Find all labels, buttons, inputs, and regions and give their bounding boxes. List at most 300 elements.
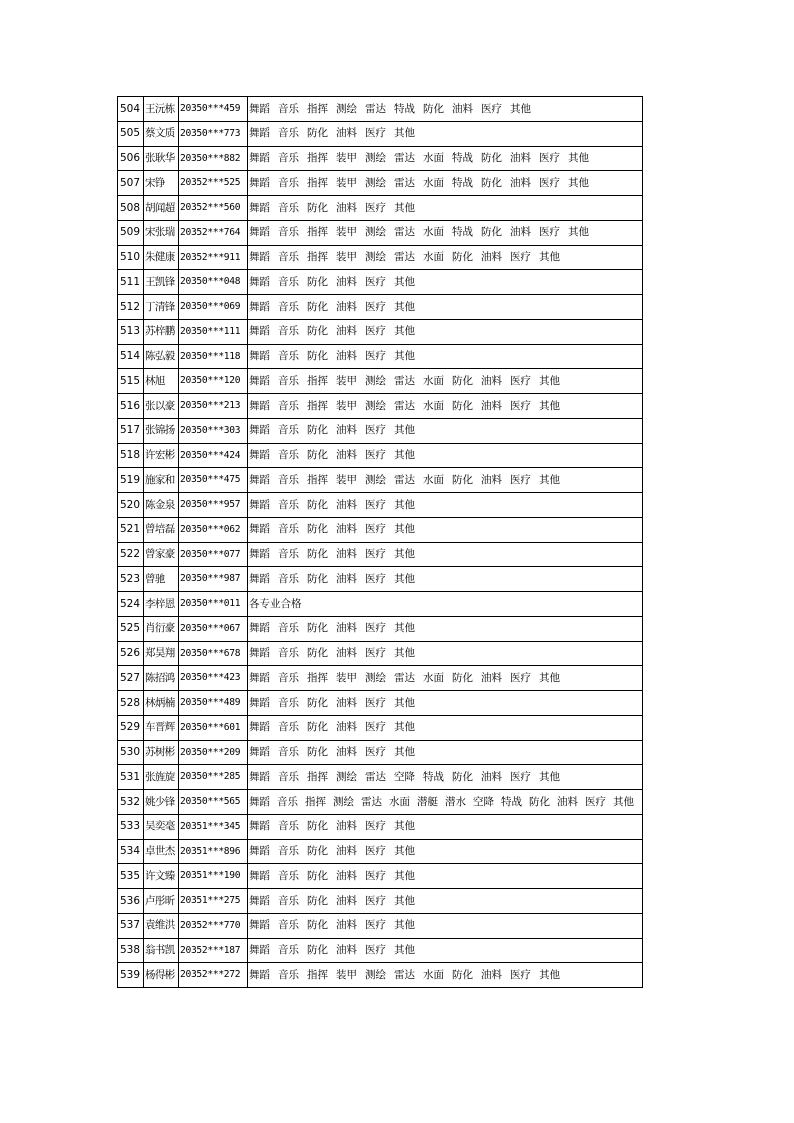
specialty-label: 舞蹈 <box>249 374 270 387</box>
specialty-label: 音乐 <box>278 944 299 957</box>
specialty-label: 音乐 <box>278 226 299 239</box>
row-number-cell: 537 <box>118 913 144 938</box>
specialty-label: 特战 <box>452 226 473 239</box>
specialties-cell <box>248 369 643 394</box>
specialty-label: 雷达 <box>394 473 415 486</box>
id-number-cell: 20350***111 <box>179 319 248 344</box>
specialties-cell <box>248 715 643 740</box>
specialty-label: 医疗 <box>510 473 531 486</box>
specialty-label: 其他 <box>394 523 415 536</box>
specialty-label: 音乐 <box>278 548 299 561</box>
name-cell: 施家和 <box>144 468 179 493</box>
specialties-cell <box>248 344 643 369</box>
id-number-cell: 20350***475 <box>179 468 248 493</box>
specialty-label: 舞蹈 <box>249 820 270 833</box>
table-row <box>118 790 643 815</box>
id-number-cell: 20350***062 <box>179 517 248 542</box>
specialty-label: 水面 <box>423 473 444 486</box>
specialty-label: 防化 <box>452 374 473 387</box>
specialty-label: 防化 <box>307 548 328 561</box>
specialty-label: 其他 <box>394 350 415 363</box>
specialty-label: 音乐 <box>277 795 298 808</box>
specialty-label: 测绘 <box>336 102 357 115</box>
specialties-cell <box>248 319 643 344</box>
specialty-label: 空降 <box>394 770 415 783</box>
row-number-cell: 512 <box>118 295 144 320</box>
specialty-label: 音乐 <box>278 721 299 734</box>
id-number-cell: 20350***424 <box>179 443 248 468</box>
specialty-label: 其他 <box>539 399 560 412</box>
specialty-label: 雷达 <box>394 251 415 264</box>
name-cell: 吴奕毫 <box>144 814 179 839</box>
specialty-label: 防化 <box>423 102 444 115</box>
specialty-label: 其他 <box>539 770 560 783</box>
table-row <box>118 369 643 394</box>
specialty-label: 油料 <box>336 275 357 288</box>
specialty-label: 指挥 <box>307 152 328 165</box>
specialty-label: 音乐 <box>278 845 299 858</box>
row-number-cell: 504 <box>118 97 144 122</box>
specialty-label: 测绘 <box>365 152 386 165</box>
specialty-label: 医疗 <box>539 226 560 239</box>
row-number-cell: 527 <box>118 666 144 691</box>
table-row <box>118 196 643 221</box>
specialty-label: 其他 <box>539 374 560 387</box>
table-row <box>118 270 643 295</box>
specialties-cell <box>248 468 643 493</box>
specialty-label: 空降 <box>473 795 494 808</box>
row-number-cell: 535 <box>118 864 144 889</box>
specialty-label: 特战 <box>452 152 473 165</box>
specialties-cell <box>248 517 643 542</box>
specialty-label: 舞蹈 <box>249 350 270 363</box>
row-number-cell: 533 <box>118 814 144 839</box>
specialty-label: 舞蹈 <box>249 869 270 882</box>
specialty-label: 音乐 <box>278 251 299 264</box>
specialty-label: 音乐 <box>278 399 299 412</box>
specialty-label: 医疗 <box>510 251 531 264</box>
specialties-cell <box>248 493 643 518</box>
row-number-cell: 525 <box>118 616 144 641</box>
specialty-label: 防化 <box>307 721 328 734</box>
row-number-cell: 522 <box>118 542 144 567</box>
specialty-label: 医疗 <box>365 300 386 313</box>
name-cell: 蔡文质 <box>144 121 179 146</box>
specialty-label: 指挥 <box>307 399 328 412</box>
specialty-label: 防化 <box>452 968 473 981</box>
row-number-cell: 506 <box>118 146 144 171</box>
specialties-cell <box>248 295 643 320</box>
id-number-cell: 20352***911 <box>179 245 248 270</box>
specialty-label: 音乐 <box>278 325 299 338</box>
id-number-cell: 20352***764 <box>179 220 248 245</box>
specialty-label: 雷达 <box>394 968 415 981</box>
specialty-label: 医疗 <box>365 498 386 511</box>
specialty-label: 指挥 <box>307 770 328 783</box>
specialty-label: 各专业合格 <box>249 597 302 610</box>
specialty-label: 指挥 <box>307 473 328 486</box>
specialty-label: 潜艇 <box>417 795 438 808</box>
row-number-cell: 510 <box>118 245 144 270</box>
specialty-label: 医疗 <box>365 127 386 140</box>
specialty-label: 其他 <box>394 548 415 561</box>
table-row <box>118 493 643 518</box>
specialty-label: 油料 <box>481 399 502 412</box>
specialty-label: 音乐 <box>278 696 299 709</box>
id-number-cell: 20352***187 <box>179 938 248 963</box>
specialty-label: 其他 <box>394 325 415 338</box>
specialties-cell <box>248 889 643 914</box>
specialty-label: 音乐 <box>278 102 299 115</box>
specialty-label: 舞蹈 <box>249 102 270 115</box>
specialty-label: 其他 <box>394 721 415 734</box>
table-row <box>118 963 643 988</box>
name-cell: 陈招鸿 <box>144 666 179 691</box>
specialty-label: 油料 <box>336 696 357 709</box>
row-number-cell: 517 <box>118 418 144 443</box>
specialty-label: 其他 <box>394 845 415 858</box>
row-number-cell: 521 <box>118 517 144 542</box>
specialty-label: 装甲 <box>336 473 357 486</box>
specialty-label: 舞蹈 <box>249 572 270 585</box>
specialty-label: 音乐 <box>278 498 299 511</box>
specialty-label: 舞蹈 <box>249 449 270 462</box>
specialty-label: 测绘 <box>365 176 386 189</box>
specialty-label: 舞蹈 <box>249 201 270 214</box>
id-number-cell: 20350***067 <box>179 616 248 641</box>
table-row <box>118 765 643 790</box>
name-cell: 张以豪 <box>144 394 179 419</box>
specialty-label: 医疗 <box>365 894 386 907</box>
name-cell: 杨得彬 <box>144 963 179 988</box>
specialties-cell <box>248 121 643 146</box>
table-row <box>118 121 643 146</box>
specialty-label: 油料 <box>336 300 357 313</box>
specialty-label: 舞蹈 <box>249 127 270 140</box>
specialties-cell <box>248 765 643 790</box>
specialty-label: 音乐 <box>278 647 299 660</box>
specialty-label: 雷达 <box>394 374 415 387</box>
specialty-label: 雷达 <box>361 795 382 808</box>
specialty-label: 音乐 <box>278 424 299 437</box>
row-number-cell: 509 <box>118 220 144 245</box>
row-number-cell: 508 <box>118 196 144 221</box>
name-cell: 胡闻超 <box>144 196 179 221</box>
specialty-label: 雷达 <box>394 671 415 684</box>
specialty-label: 测绘 <box>365 671 386 684</box>
table-row <box>118 814 643 839</box>
specialty-label: 舞蹈 <box>249 696 270 709</box>
row-number-cell: 531 <box>118 765 144 790</box>
specialty-label: 医疗 <box>365 449 386 462</box>
specialty-label: 水面 <box>389 795 410 808</box>
table-row <box>118 715 643 740</box>
specialty-label: 水面 <box>423 152 444 165</box>
specialty-label: 油料 <box>336 647 357 660</box>
specialty-label: 其他 <box>510 102 531 115</box>
specialty-label: 雷达 <box>394 399 415 412</box>
specialty-label: 指挥 <box>307 671 328 684</box>
specialty-label: 医疗 <box>365 696 386 709</box>
table-row <box>118 641 643 666</box>
specialty-label: 油料 <box>336 944 357 957</box>
specialty-label: 油料 <box>481 770 502 783</box>
name-cell: 朱健康 <box>144 245 179 270</box>
specialties-cell <box>248 691 643 716</box>
specialty-label: 指挥 <box>307 176 328 189</box>
specialty-label: 其他 <box>394 894 415 907</box>
specialty-label: 测绘 <box>365 968 386 981</box>
id-number-cell: 20352***272 <box>179 963 248 988</box>
specialty-label: 其他 <box>394 746 415 759</box>
table-row <box>118 889 643 914</box>
specialties-cell <box>248 864 643 889</box>
specialty-label: 其他 <box>394 424 415 437</box>
table-row <box>118 864 643 889</box>
table-row <box>118 913 643 938</box>
table-row <box>118 517 643 542</box>
specialty-label: 油料 <box>336 572 357 585</box>
specialties-cell <box>248 567 643 592</box>
table-row <box>118 146 643 171</box>
specialty-label: 油料 <box>336 127 357 140</box>
specialties-cell <box>248 814 643 839</box>
specialty-label: 油料 <box>336 523 357 536</box>
id-number-cell: 20350***048 <box>179 270 248 295</box>
row-number-cell: 528 <box>118 691 144 716</box>
specialty-label: 舞蹈 <box>249 548 270 561</box>
specialty-label: 医疗 <box>539 176 560 189</box>
specialty-label: 舞蹈 <box>249 647 270 660</box>
row-number-cell: 513 <box>118 319 144 344</box>
specialty-label: 指挥 <box>307 102 328 115</box>
table-row <box>118 666 643 691</box>
specialty-label: 防化 <box>529 795 550 808</box>
name-cell: 林旭 <box>144 369 179 394</box>
name-cell: 丁清锋 <box>144 295 179 320</box>
row-number-cell: 516 <box>118 394 144 419</box>
specialty-label: 雷达 <box>365 102 386 115</box>
specialty-label: 舞蹈 <box>249 473 270 486</box>
name-cell: 曾驰 <box>144 567 179 592</box>
name-cell: 张锦扬 <box>144 418 179 443</box>
specialty-label: 音乐 <box>278 473 299 486</box>
specialties-cell <box>248 913 643 938</box>
specialty-label: 医疗 <box>510 399 531 412</box>
specialties-cell <box>248 171 643 196</box>
specialty-label: 医疗 <box>365 572 386 585</box>
specialty-label: 雷达 <box>394 176 415 189</box>
id-number-cell: 20350***118 <box>179 344 248 369</box>
specialty-label: 音乐 <box>278 176 299 189</box>
table-row <box>118 592 643 617</box>
specialty-label: 医疗 <box>365 919 386 932</box>
specialty-label: 油料 <box>336 845 357 858</box>
specialty-label: 特战 <box>501 795 522 808</box>
specialty-label: 舞蹈 <box>249 523 270 536</box>
specialty-label: 其他 <box>394 498 415 511</box>
specialty-label: 防化 <box>307 325 328 338</box>
table-row <box>118 468 643 493</box>
name-cell: 肖衍豪 <box>144 616 179 641</box>
specialty-label: 装甲 <box>336 671 357 684</box>
id-number-cell: 20350***077 <box>179 542 248 567</box>
specialty-label: 其他 <box>568 226 589 239</box>
specialty-label: 防化 <box>307 201 328 214</box>
specialty-label: 防化 <box>452 251 473 264</box>
specialty-label: 防化 <box>307 275 328 288</box>
specialty-label: 医疗 <box>365 523 386 536</box>
specialties-cell <box>248 146 643 171</box>
specialties-cell <box>248 938 643 963</box>
specialty-label: 油料 <box>510 176 531 189</box>
specialty-label: 音乐 <box>278 622 299 635</box>
specialty-label: 医疗 <box>510 770 531 783</box>
specialty-label: 舞蹈 <box>249 721 270 734</box>
specialty-label: 音乐 <box>278 449 299 462</box>
specialty-label: 防化 <box>307 622 328 635</box>
specialties-cell <box>248 220 643 245</box>
specialties-cell <box>248 196 643 221</box>
roster-body <box>118 97 643 988</box>
specialty-label: 油料 <box>336 424 357 437</box>
specialties-cell <box>248 270 643 295</box>
specialty-label: 测绘 <box>336 770 357 783</box>
specialty-label: 特战 <box>452 176 473 189</box>
id-number-cell: 20350***773 <box>179 121 248 146</box>
specialty-label: 音乐 <box>278 350 299 363</box>
specialty-label: 雷达 <box>394 226 415 239</box>
specialty-label: 医疗 <box>365 869 386 882</box>
specialty-label: 防化 <box>452 770 473 783</box>
row-number-cell: 536 <box>118 889 144 914</box>
specialty-label: 其他 <box>568 152 589 165</box>
id-number-cell: 20350***120 <box>179 369 248 394</box>
row-number-cell: 507 <box>118 171 144 196</box>
id-number-cell: 20350***209 <box>179 740 248 765</box>
specialty-label: 测绘 <box>365 374 386 387</box>
specialties-cell <box>248 616 643 641</box>
specialty-label: 油料 <box>481 671 502 684</box>
specialty-label: 油料 <box>481 968 502 981</box>
specialty-label: 医疗 <box>365 845 386 858</box>
name-cell: 苏梓鹏 <box>144 319 179 344</box>
name-cell: 陈弘毅 <box>144 344 179 369</box>
specialty-label: 其他 <box>394 201 415 214</box>
specialty-label: 医疗 <box>539 152 560 165</box>
specialty-label: 油料 <box>510 152 531 165</box>
specialty-label: 医疗 <box>365 424 386 437</box>
specialty-label: 其他 <box>394 127 415 140</box>
specialty-label: 指挥 <box>307 226 328 239</box>
specialty-label: 其他 <box>539 251 560 264</box>
specialty-label: 舞蹈 <box>249 968 270 981</box>
specialty-label: 防化 <box>481 226 502 239</box>
specialty-label: 测绘 <box>365 473 386 486</box>
specialty-label: 油料 <box>336 350 357 363</box>
specialty-label: 水面 <box>423 399 444 412</box>
row-number-cell: 514 <box>118 344 144 369</box>
specialty-label: 防化 <box>307 696 328 709</box>
specialty-label: 医疗 <box>481 102 502 115</box>
specialty-label: 水面 <box>423 671 444 684</box>
name-cell: 张旌旋 <box>144 765 179 790</box>
name-cell: 卢彤昕 <box>144 889 179 914</box>
row-number-cell: 539 <box>118 963 144 988</box>
specialties-cell <box>248 839 643 864</box>
id-number-cell: 20350***957 <box>179 493 248 518</box>
name-cell: 曾家豪 <box>144 542 179 567</box>
specialty-label: 舞蹈 <box>249 176 270 189</box>
name-cell: 张耿华 <box>144 146 179 171</box>
table-row <box>118 295 643 320</box>
id-number-cell: 20350***011 <box>179 592 248 617</box>
id-number-cell: 20350***601 <box>179 715 248 740</box>
id-number-cell: 20352***560 <box>179 196 248 221</box>
specialty-label: 油料 <box>336 820 357 833</box>
specialty-label: 其他 <box>394 300 415 313</box>
specialty-label: 油料 <box>557 795 578 808</box>
specialty-label: 舞蹈 <box>249 251 270 264</box>
specialty-label: 医疗 <box>365 721 386 734</box>
specialty-label: 音乐 <box>278 746 299 759</box>
specialty-label: 防化 <box>307 424 328 437</box>
specialty-label: 防化 <box>307 845 328 858</box>
id-number-cell: 20350***303 <box>179 418 248 443</box>
specialty-label: 其他 <box>539 473 560 486</box>
table-row <box>118 567 643 592</box>
specialty-label: 特战 <box>394 102 415 115</box>
roster-table <box>117 96 643 988</box>
specialty-label: 舞蹈 <box>249 152 270 165</box>
specialty-label: 舞蹈 <box>249 622 270 635</box>
specialty-label: 防化 <box>307 919 328 932</box>
specialty-label: 雷达 <box>394 152 415 165</box>
specialty-label: 音乐 <box>278 671 299 684</box>
specialties-cell <box>248 592 643 617</box>
name-cell: 卓世杰 <box>144 839 179 864</box>
row-number-cell: 523 <box>118 567 144 592</box>
specialties-cell <box>248 245 643 270</box>
specialty-label: 油料 <box>336 894 357 907</box>
specialty-label: 油料 <box>336 869 357 882</box>
specialty-label: 其他 <box>394 647 415 660</box>
specialty-label: 舞蹈 <box>249 746 270 759</box>
specialty-label: 医疗 <box>365 201 386 214</box>
name-cell: 宋张瑞 <box>144 220 179 245</box>
specialty-label: 音乐 <box>278 572 299 585</box>
specialty-label: 防化 <box>452 473 473 486</box>
specialty-label: 测绘 <box>333 795 354 808</box>
specialty-label: 防化 <box>307 449 328 462</box>
specialty-label: 舞蹈 <box>249 325 270 338</box>
name-cell: 王凯锋 <box>144 270 179 295</box>
row-number-cell: 532 <box>118 790 144 815</box>
id-number-cell: 20352***770 <box>179 913 248 938</box>
specialty-label: 舞蹈 <box>249 795 270 808</box>
specialty-label: 指挥 <box>307 251 328 264</box>
specialty-label: 医疗 <box>510 374 531 387</box>
specialty-label: 测绘 <box>365 399 386 412</box>
specialty-label: 舞蹈 <box>249 275 270 288</box>
specialty-label: 音乐 <box>278 968 299 981</box>
id-number-cell: 20350***069 <box>179 295 248 320</box>
row-number-cell: 518 <box>118 443 144 468</box>
name-cell: 郑昊翔 <box>144 641 179 666</box>
specialties-cell <box>248 666 643 691</box>
specialty-label: 油料 <box>481 473 502 486</box>
specialty-label: 其他 <box>539 671 560 684</box>
